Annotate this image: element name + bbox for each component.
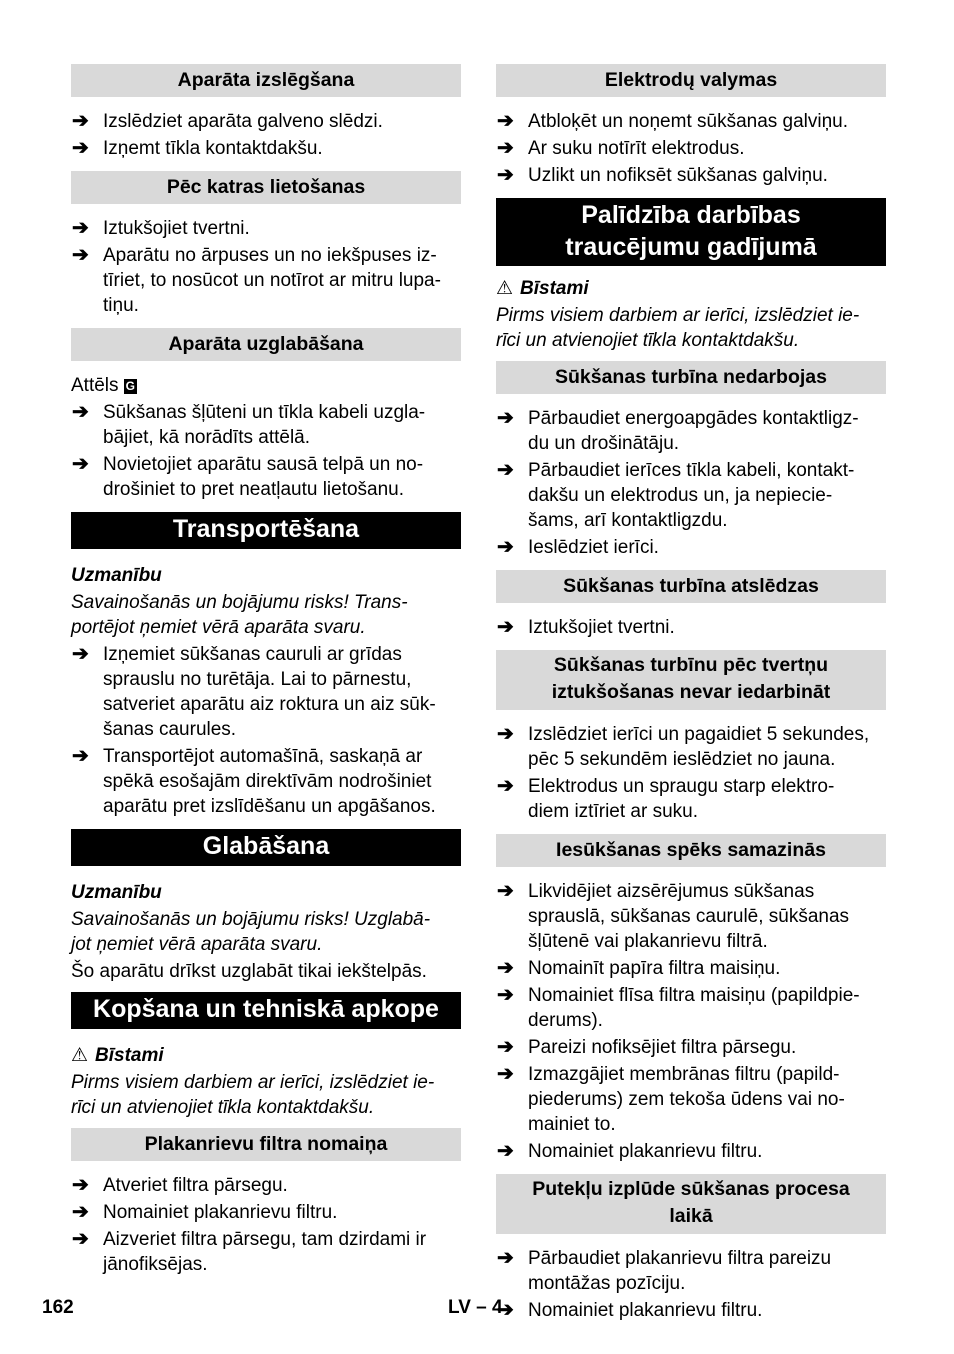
step-item [71,452,461,502]
caution-label: Uzmanību [71,882,162,903]
arrow-right-icon: ➔ [497,1247,514,1269]
arrow-right-icon: ➔ [72,1201,89,1223]
step-text: Pārbaudiet plakanrievu filtra pareizu montāžas pozīciju. [528,1248,832,1294]
step-text: Ar suku notīrīt elektrodus. [528,138,745,159]
heading-puteklu-izplude: Putekļu izplūde sūkšanas procesa laikā [496,1174,886,1234]
step-item [71,400,461,450]
caution-label: Uzmanību [71,565,162,586]
danger-notice [496,276,886,301]
step-item [496,458,886,533]
page-section [448,1297,503,1319]
step-item [496,406,886,456]
step-item [71,216,461,241]
step-item [496,1246,886,1296]
step-item [496,722,886,772]
heading-palidziba: Palīdzība darbības traucējumu gadījumā [496,198,886,266]
right-column [496,64,886,1333]
heading-filtra-nomaina: Plakanrievu filtra nomaiņa [71,1128,461,1161]
arrow-right-icon: ➔ [497,1140,514,1162]
step-text: Transportējot automašīnā, saskaņā ar spēkā esošajām direktīvām nodrošiniet aparātu pret izslīdēšanu un apgāšanos. [103,746,436,817]
step-item [496,1062,886,1137]
warning-icon: ⚠ [71,1045,89,1066]
step-item [496,774,886,824]
step-item [496,535,886,560]
step-text: Elektrodus un spraugu starp elektro- diem iztīriet ar suku. [528,776,835,822]
heading-turbinu-nevar-iedarbinat: Sūkšanas turbīnu pēc tvertņu iztukšošanas nevar iedarbināt [496,650,886,710]
storage-note: Šo aparātu drīkst uzglabāt tikai iekštelpās. [71,961,427,982]
step-item [496,163,886,188]
step-text: Sūkšanas šļūteni un tīkla kabeli uzgla- bājiet, kā norādīts attēlā. [103,402,426,448]
step-list [496,109,886,188]
step-item [71,243,461,318]
heading-elektrodu-valymas: Elektrodų valymas [496,64,886,97]
step-text: Aizveriet filtra pārsegu, tam dzirdami ir jānofiksējas. [103,1229,427,1275]
step-item [71,1200,461,1225]
figure-ref-badge: G [125,379,135,393]
step-list [496,879,886,1164]
caution-text: Savainošanās un bojājumu risks! Trans- portējot ņemiet vērā aparāta svaru. [71,592,408,638]
step-text: Nomainiet plakanrievu filtru. [528,1141,763,1162]
page-number: 162 [42,1297,74,1318]
step-list [71,109,461,161]
step-item [496,1139,886,1164]
arrow-right-icon: ➔ [72,1174,89,1196]
arrow-right-icon: ➔ [72,1228,89,1250]
heading-turbina-nedarbojas: Sūkšanas turbīna nedarbojas [496,361,886,394]
arrow-right-icon: ➔ [497,984,514,1006]
step-item [496,983,886,1033]
danger-label: Bīstami [95,1045,164,1066]
step-text: Iztukšojiet tvertni. [103,218,250,239]
danger-label: Bīstami [520,278,589,299]
arrow-right-icon: ➔ [72,643,89,665]
section-code: LV [448,1297,471,1318]
step-list [496,406,886,560]
heading-aparata-uzglabasana: Aparāta uzglabāšana [71,328,461,361]
arrow-right-icon: ➔ [497,1063,514,1085]
step-list [496,722,886,824]
step-text: Atveriet filtra pārsegu. [103,1175,288,1196]
arrow-right-icon: ➔ [497,1299,514,1321]
heading-pec-katras-lietosanas: Pēc katras lietošanas [71,171,461,204]
step-list [71,216,461,318]
step-text: Izslēdziet ierīci un pagaidiet 5 sekundes, pēc 5 sekundēm ieslēdziet no jauna. [528,724,870,770]
arrow-right-icon: ➔ [72,401,89,423]
arrow-right-icon: ➔ [497,110,514,132]
step-list [71,642,461,819]
arrow-right-icon: ➔ [497,459,514,481]
arrow-right-icon: ➔ [497,616,514,638]
caution-text: Savainošanās un bojājumu risks! Uzglabā- jot ņemiet vērā aparāta svaru. [71,909,431,955]
step-text: Pareizi nofiksējiet filtra pārsegu. [528,1037,797,1058]
arrow-right-icon: ➔ [497,137,514,159]
heading-glabasana: Glabāšana [71,829,461,866]
step-item [496,615,886,640]
arrow-right-icon: ➔ [497,1036,514,1058]
arrow-right-icon: ➔ [497,164,514,186]
step-list [496,1246,886,1323]
step-text: Pārbaudiet energoapgādes kontaktligz- du un drošinātāju. [528,408,859,454]
step-text: Izņemt tīkla kontaktdakšu. [103,138,323,159]
left-column [71,64,461,1287]
arrow-right-icon: ➔ [72,110,89,132]
step-text: Ieslēdziet ierīci. [528,537,659,558]
step-item [496,956,886,981]
figure-label: Attēls [71,375,119,396]
step-item [71,109,461,134]
step-item [496,879,886,954]
arrow-right-icon: ➔ [72,453,89,475]
arrow-right-icon: ➔ [497,880,514,902]
step-text: Aparātu no ārpuses un no iekšpuses iz- tīriet, to nosūcot un notīrot ar mitru lupa- tiņu. [103,245,441,316]
arrow-right-icon: ➔ [497,407,514,429]
step-item [71,136,461,161]
heading-iesuksanas-speks: Iesūkšanas spēks samazinās [496,834,886,867]
step-text: Pārbaudiet ierīces tīkla kabeli, kontakt- dakšu un elektrodus un, ja nepiecie- šams, arī kontaktligzdu. [528,460,855,531]
step-item [71,642,461,742]
step-text: Izslēdziet aparāta galveno slēdzi. [103,111,383,132]
step-text: Izņemiet sūkšanas cauruli ar grīdas sprauslu no turētāja. Lai to pārnestu, satveriet aparātu aiz roktura un aiz sūk- šanas caurules. [103,644,436,740]
step-text: Likvidējiet aizsērējumus sūkšanas sprauslā, sūkšanas caurulē, sūkšanas šļūtenē vai plakanrievu filtrā. [528,881,850,952]
step-item [71,744,461,819]
heading-transportesana: Transportēšana [71,512,461,549]
arrow-right-icon: ➔ [497,723,514,745]
step-text: Nomainiet plakanrievu filtru. [103,1202,338,1223]
danger-text: Pirms visiem darbiem ar ierīci, izslēdziet ie- rīci un atvienojiet tīkla kontaktdakšu. [71,1072,435,1118]
arrow-right-icon: ➔ [72,217,89,239]
warning-icon: ⚠ [496,278,514,299]
figure-reference [71,373,461,398]
step-text: Nomainīt papīra filtra maisiņu. [528,958,781,979]
arrow-right-icon: ➔ [497,775,514,797]
step-text: Uzlikt un nofiksēt sūkšanas galviņu. [528,165,828,186]
step-item [71,1227,461,1277]
step-list [496,615,886,640]
heading-turbina-atsledzas: Sūkšanas turbīna atslēdzas [496,570,886,603]
step-list [71,400,461,502]
arrow-right-icon: ➔ [497,536,514,558]
step-item [496,1298,886,1323]
danger-text: Pirms visiem darbiem ar ierīci, izslēdziet ie- rīci un atvienojiet tīkla kontaktdakšu. [496,305,860,351]
arrow-right-icon: ➔ [72,244,89,266]
step-item [496,136,886,161]
section-page: – 4 [476,1297,503,1318]
arrow-right-icon: ➔ [72,745,89,767]
danger-notice [71,1043,461,1068]
step-list [71,1173,461,1277]
heading-aparata-izslegsana: Aparāta izslēgšana [71,64,461,97]
arrow-right-icon: ➔ [497,957,514,979]
step-item [71,1173,461,1198]
step-text: Nomainiet plakanrievu filtru. [528,1300,763,1321]
step-item [496,109,886,134]
arrow-right-icon: ➔ [72,137,89,159]
step-text: Novietojiet aparātu sausā telpā un no- drošiniet to pret neatļautu lietošanu. [103,454,424,500]
step-text: Iztukšojiet tvertni. [528,617,675,638]
heading-kopsana: Kopšana un tehniskā apkope [71,992,461,1029]
step-text: Izmazgājiet membrānas filtru (papild- piederums) zem tekoša ūdens vai no- mainiet to. [528,1064,845,1135]
step-text: Nomainiet flīsa filtra maisiņu (papildpie- derums). [528,985,860,1031]
step-item [496,1035,886,1060]
step-text: Atbloķēt un noņemt sūkšanas galviņu. [528,111,849,132]
